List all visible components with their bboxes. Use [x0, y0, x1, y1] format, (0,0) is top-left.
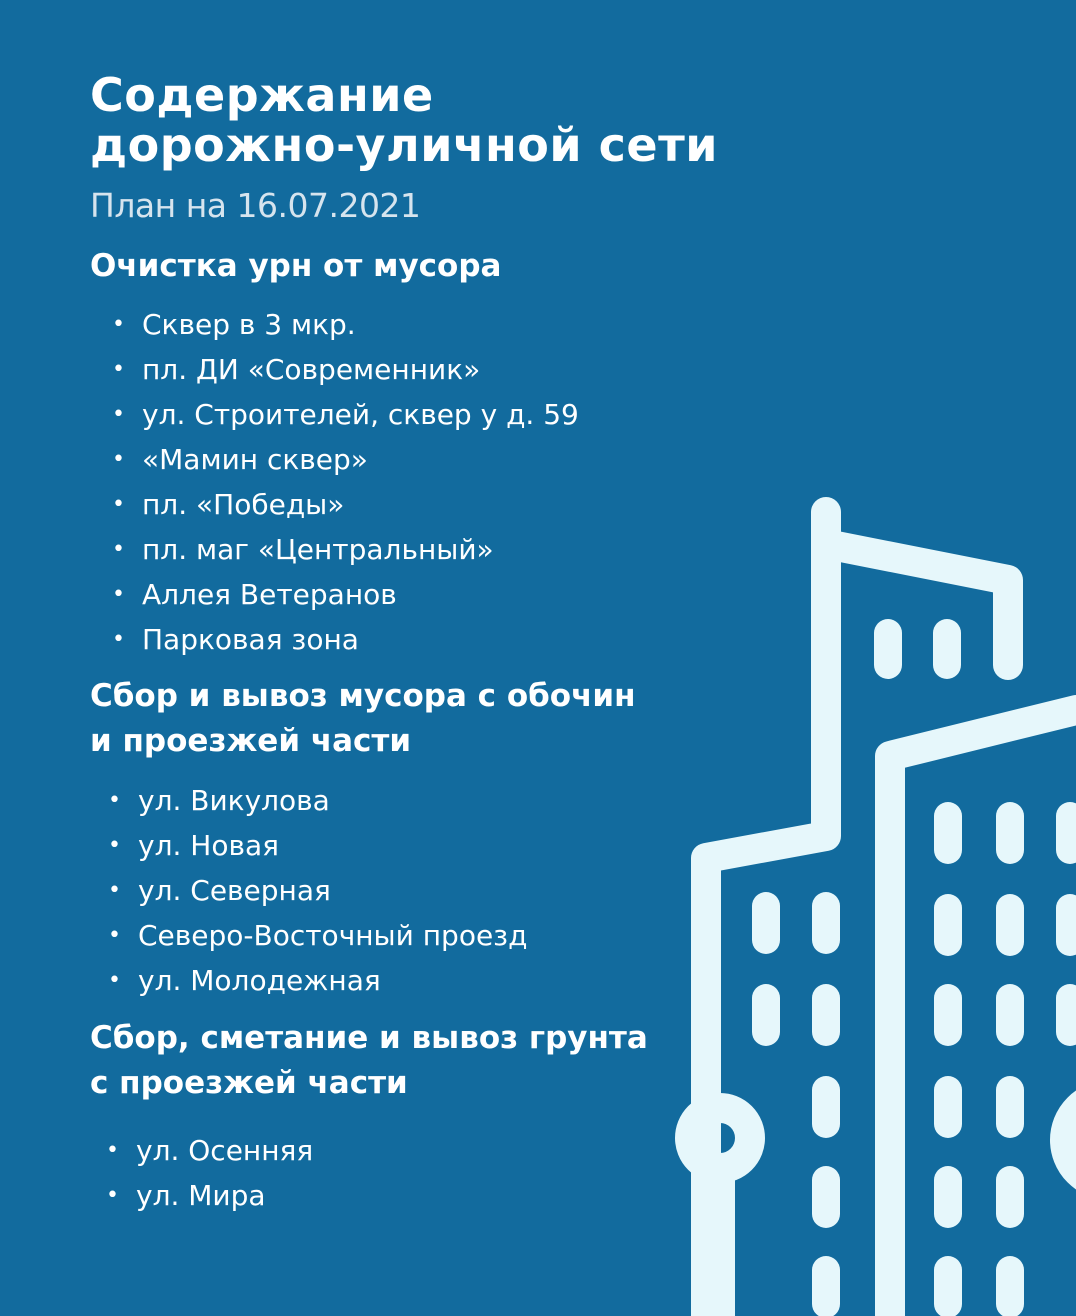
heading-line-1: Сбор и вывоз мусора с обочин: [90, 678, 636, 714]
list-item: [112, 392, 579, 437]
list-item: [112, 617, 579, 662]
section-heading-bins: Очистка урн от мусора: [90, 248, 502, 284]
bullet: •: [112, 492, 125, 517]
list-item: [112, 302, 579, 347]
bullet: •: [112, 537, 125, 562]
bullet: •: [108, 878, 121, 903]
list-item-text: «Мамин сквер»: [142, 443, 368, 476]
list-item: [108, 823, 527, 868]
section-heading-soil: [90, 1016, 710, 1106]
bullet: •: [106, 1183, 119, 1208]
list-item-text: ул. Строителей, сквер у д. 59: [142, 398, 579, 431]
page-title: [90, 70, 718, 170]
list-item: [106, 1128, 313, 1173]
bins-list: [112, 302, 579, 662]
list-item: [112, 572, 579, 617]
plan-date-subtitle: План на 16.07.2021: [90, 186, 421, 225]
list-item: [112, 482, 579, 527]
bullet: •: [108, 923, 121, 948]
bullet: •: [112, 627, 125, 652]
bullet: •: [112, 402, 125, 427]
heading-line-1: Сбор, сметание и вывоз грунта: [90, 1020, 648, 1056]
bullet: •: [108, 968, 121, 993]
list-item: [112, 527, 579, 572]
heading-line-2: и проезжей части: [90, 723, 412, 759]
bullet: •: [112, 582, 125, 607]
section-heading-roadside: [90, 674, 710, 764]
list-item: [112, 347, 579, 392]
list-item-text: Сквер в 3 мкр.: [142, 308, 356, 341]
list-item: [108, 868, 527, 913]
list-item-text: ул. Новая: [138, 829, 279, 862]
bullet: •: [112, 312, 125, 337]
list-item-text: ул. Северная: [138, 874, 331, 907]
list-item: [108, 958, 527, 1003]
list-item-text: ул. Молодежная: [138, 964, 381, 997]
list-item: [112, 437, 579, 482]
roadside-list: [108, 778, 527, 1003]
city-buildings-illustration-icon: [660, 490, 1076, 1316]
list-item-text: Аллея Ветеранов: [142, 578, 397, 611]
list-item-text: ул. Викулова: [138, 784, 330, 817]
bullet: •: [112, 357, 125, 382]
list-item-text: ул. Осенняя: [136, 1134, 314, 1167]
bullet: •: [108, 833, 121, 858]
bullet: •: [112, 447, 125, 472]
heading-line-2: с проезжей части: [90, 1065, 408, 1101]
list-item-text: ул. Мира: [136, 1179, 266, 1212]
title-line-2: дорожно-уличной сети: [90, 118, 719, 172]
list-item-text: пл. маг «Центральный»: [142, 533, 494, 566]
list-item: [108, 913, 527, 958]
list-item-text: пл. «Победы»: [142, 488, 345, 521]
list-item-text: пл. ДИ «Современник»: [142, 353, 481, 386]
title-line-1: Содержание: [90, 68, 434, 122]
bullet: •: [108, 788, 121, 813]
soil-list: [106, 1128, 313, 1218]
bullet: •: [106, 1138, 119, 1163]
list-item-text: Северо-Восточный проезд: [138, 919, 528, 952]
list-item-text: Парковая зона: [142, 623, 359, 656]
list-item: [106, 1173, 313, 1218]
list-item: [108, 778, 527, 823]
